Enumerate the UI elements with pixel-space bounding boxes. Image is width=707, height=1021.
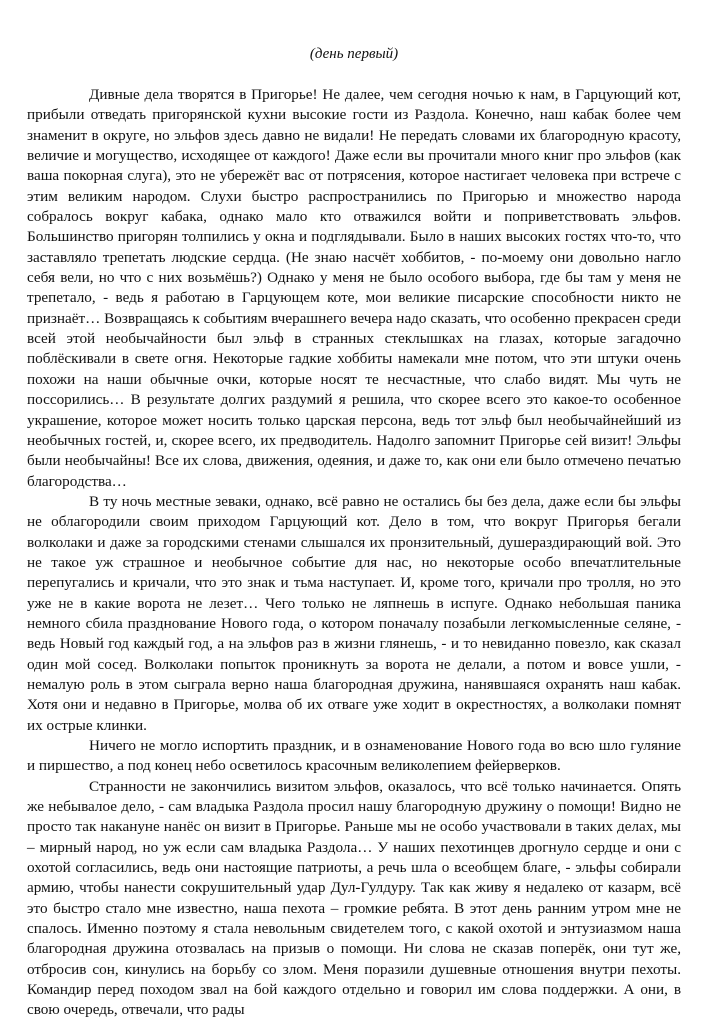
chapter-subtitle: (день первый) [309,46,399,62]
paragraph-1: Дивные дела творятся в Пригорье! Не далее, чем сегодня ночью к нам, в Гарцующий кот, прибыли отведать пригорянской кухни высокие гости из Раздола. Конечно, наш кабак более чем знаменит в округе, но эльфов здесь давно не видали! Не передать словами их благородную красоту, величие и могущество, исходящее от каждого! Даже если вы прочитали много книг про эльфов (как ваша покорная слуга), это не убережёт вас от потрясения, которое настигает человека при встрече с этим великим народом. Слухи быстро распространились по Пригорью и множество народа собралось вокруг кабака, однако мало кто отважился войти и поприветствовать эльфов. Большинство пригорян толпились у окна и подглядывали. Было в наших высоких гостях что-то, что заставляло трепетать людские сердца. (Не знаю насчёт хоббитов, - по-моему они довольно нагло себя вели, но что с них возьмёшь?) Однако у меня не было особого выбора, где бы там у меня не трепетало, - ведь я работаю в Гарцующем коте, мои великие писарские способности никто не признаёт… Возвращаясь к событиям вчерашнего вечера надо сказать, что особенно прекрасен среди всей этой необычайности был эльф в странных стеклышках на глазах, которые загадочно поблёскивали в свете огня. Некоторые гадкие хоббиты намекали мне потом, что эти штуки очень похожи на наши обычные очки, которые носят те несчастные, что слабо видят. Мы чуть не поссорились… В результате долгих раздумий я решила, что скорее всего это какое-то особенное украшение, которое может носить только царская персона, ведь тот эльф был необычайнейший из необычных гостей, и, скорее всего, их предводитель. Надолго запомнит Пригорье сей визит! Эльфы были необычайны! Все их слова, движения, одеяния, и даже то, как они ели было отмечено печатью благородства… [27,86,681,490]
paragraph-2: В ту ночь местные зеваки, однако, всё равно не остались бы без дела, даже если бы эльфы не облагородили своим приходом Гарцующий кот. Дело в том, что вокруг Пригорья бегали волколаки и даже за городскими стенами слышался их пронзительный, душераздирающий вой. Это не такое уж страшное и необычное событие для нас, но некоторые особо впечатлительные перепугались и кричали, что это знак и тьма наступает. И, кроме того, кричали про тролля, но это уже не в какие ворота не лезет… Чего только не ляпнешь в испуге. Однако небольшая паника немного сбила празднование Нового года, о котором поначалу позабыли легкомысленные селяне, - ведь Новый год каждый год, а на эльфов раз в жизни глянешь, - и то невиданно повезло, как сказал один мой сосед. Волколаки попыток проникнуть за ворота не делали, а потом и вовсе ушли, - немалую роль в этом сыграла верно наша благородная дружина, нанявшаяся охранять наш кабак. Хотя они и недавно в Пригорье, молва об их отваге уже ходит в окрестностях, а волколаки помнят их острые клинки. [27,492,681,734]
paragraph-3: Ничего не могло испортить праздник, и в ознаменование Нового года во всю шло гуляние и пиршество, а под конец небо осветилось красочным великолепием фейерверков. [27,737,681,775]
paragraph-4: Странности не закончились визитом эльфов, оказалось, что всё только начинается. Опять же небывалое дело, - сам владыка Раздола просил нашу благородную дружину о помощи! Видно не просто так накануне нанёс он визит в Пригорье. Раньше мы не особо участвовали в таких делах, мы – мирный народ, но уж если сам владыка Раздола… У наших пехотинцев дрогнуло сердце и они с охотой согласились, ведь они настоящие патриоты, а речь шла о всеобщем благе, - эльфы собирали армию, чтобы нанести сокрушительный удар Дул-Гулдуру. Так как живу я недалеко от казарм, всё это быстро стало мне известно, наша пехота – громкие ребята. В этот день ранним утром мне не спалось. Именно поэтому я стала невольным свидетелем того, с какой охотой и энтузиазмом наша благородная дружина отозвалась на призыв о помощи. Ни слова не сказав поперёк, они тут же, отбросив сон, кинулись на борьбу со злом. Меня поразили душевные отношения внутри пехоты. Командир перед походом звал на бой каждого отдельно и говорил им слова поддержки. А они, в свою очередь, отвечали, что рады [27,777,681,1019]
